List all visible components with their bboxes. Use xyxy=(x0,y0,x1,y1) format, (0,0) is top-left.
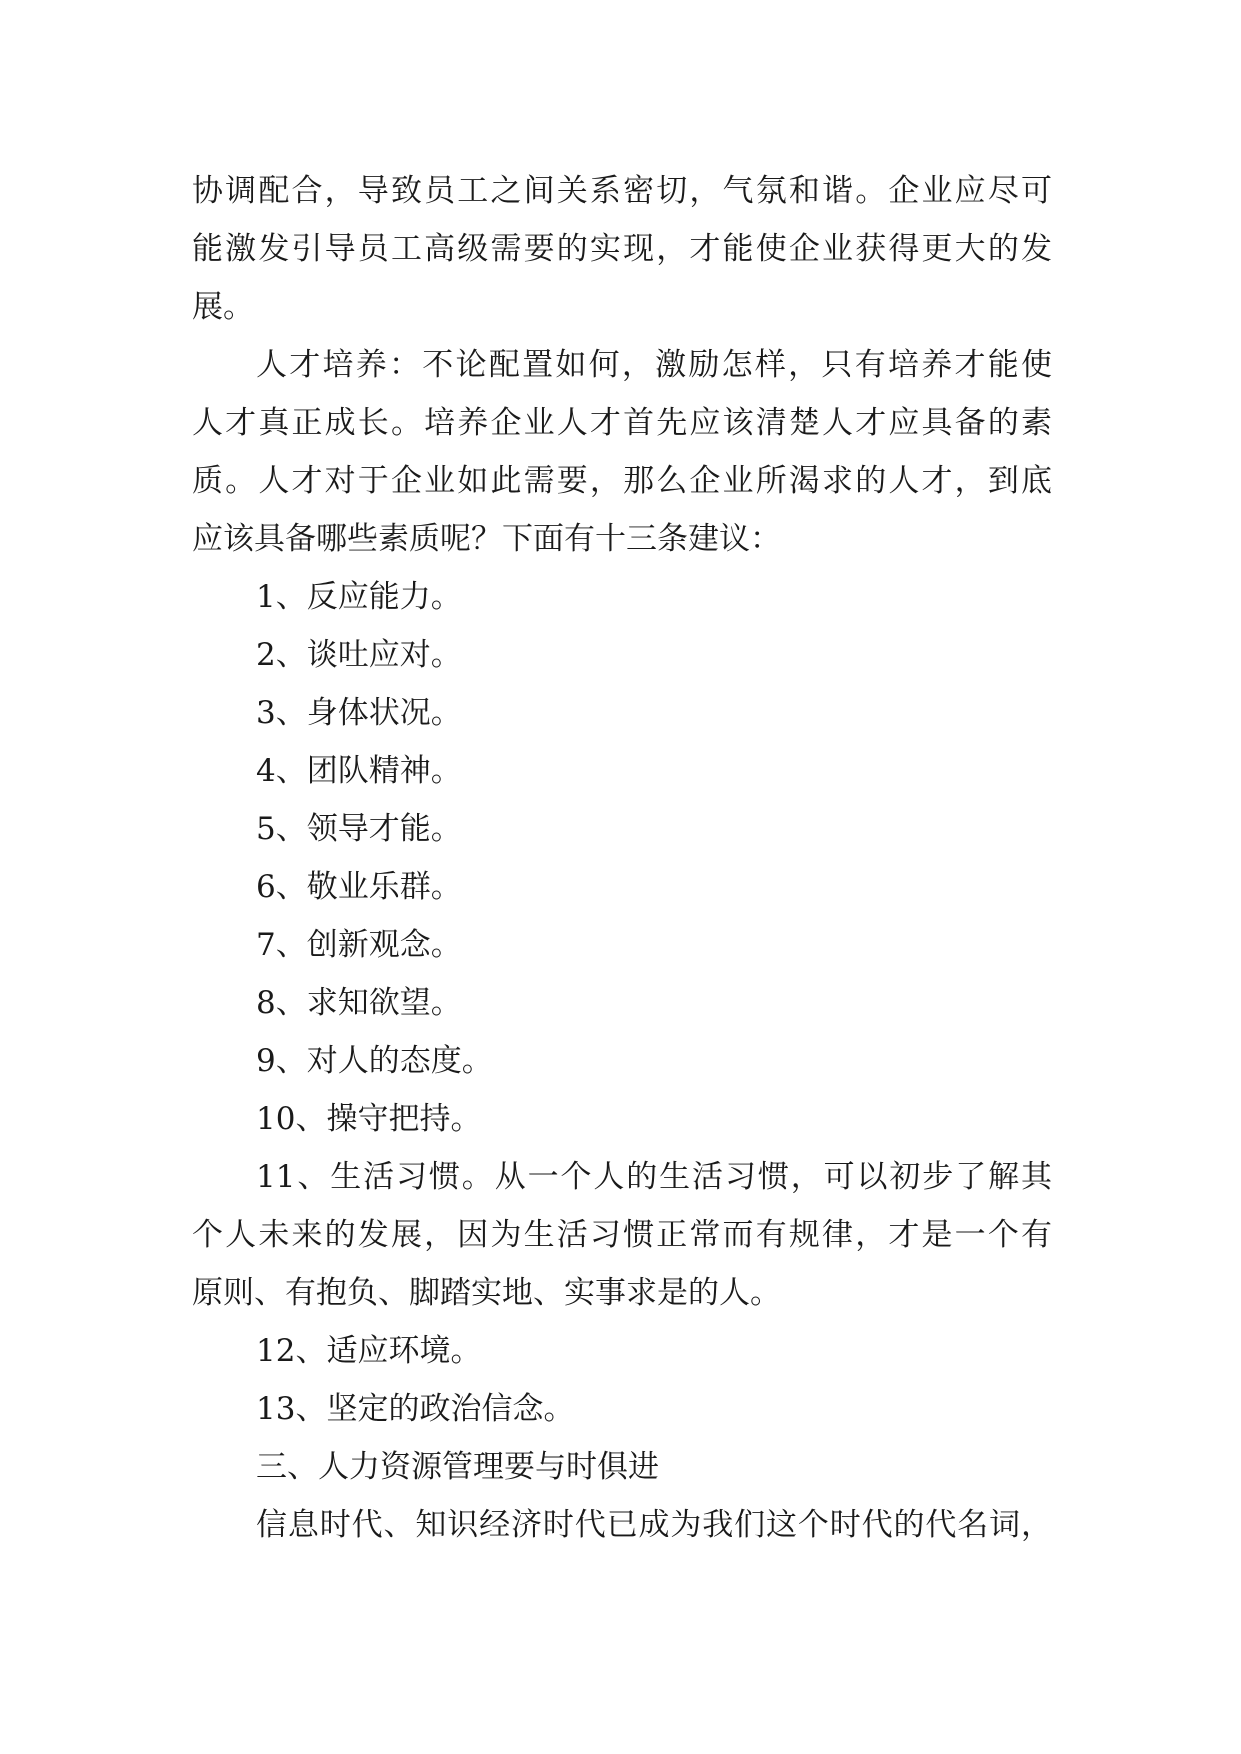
list-item: 3、身体状况。 xyxy=(256,695,462,731)
list-item: 6、敬业乐群。 xyxy=(256,869,462,905)
list-item: 2、谈吐应对。 xyxy=(256,637,462,673)
list-item: 1、反应能力。 xyxy=(256,579,462,615)
paragraph-line: 人才真正成长。培养企业人才首先应该清楚人才应具备的素 xyxy=(192,405,1052,441)
paragraph-line: 人才培养：不论配置如何，激励怎样，只有培养才能使 xyxy=(256,347,1052,383)
list-item: 10、操守把持。 xyxy=(256,1101,482,1137)
list-item: 11、生活习惯。从一个人的生活习惯，可以初步了解其 xyxy=(256,1159,1052,1195)
list-item: 12、适应环境。 xyxy=(256,1333,482,1369)
paragraph-line: 展。 xyxy=(192,289,254,325)
list-item: 13、坚定的政治信念。 xyxy=(256,1391,575,1427)
paragraph-line: 原则、有抱负、脚踏实地、实事求是的人。 xyxy=(192,1275,781,1311)
list-item: 9、对人的态度。 xyxy=(256,1043,493,1079)
list-item: 5、领导才能。 xyxy=(256,811,462,847)
section-heading: 三、人力资源管理要与时俱进 xyxy=(256,1449,659,1485)
list-item: 4、团队精神。 xyxy=(256,753,462,789)
paragraph-line: 应该具备哪些素质呢？下面有十三条建议： xyxy=(192,521,781,557)
paragraph-line: 个人未来的发展，因为生活习惯正常而有规律，才是一个有 xyxy=(192,1217,1052,1253)
list-item: 7、创新观念。 xyxy=(256,927,462,963)
paragraph-line: 信息时代、知识经济时代已成为我们这个时代的代名词， xyxy=(256,1507,1052,1543)
list-item: 8、求知欲望。 xyxy=(256,985,462,1021)
body-text xyxy=(192,162,1052,1554)
paragraph-line: 能激发引导员工高级需要的实现，才能使企业获得更大的发 xyxy=(192,231,1052,267)
paragraph-line: 质。人才对于企业如此需要，那么企业所渴求的人才，到底 xyxy=(192,463,1052,499)
paragraph-line: 协调配合，导致员工之间关系密切，气氛和谐。企业应尽可 xyxy=(192,173,1052,209)
